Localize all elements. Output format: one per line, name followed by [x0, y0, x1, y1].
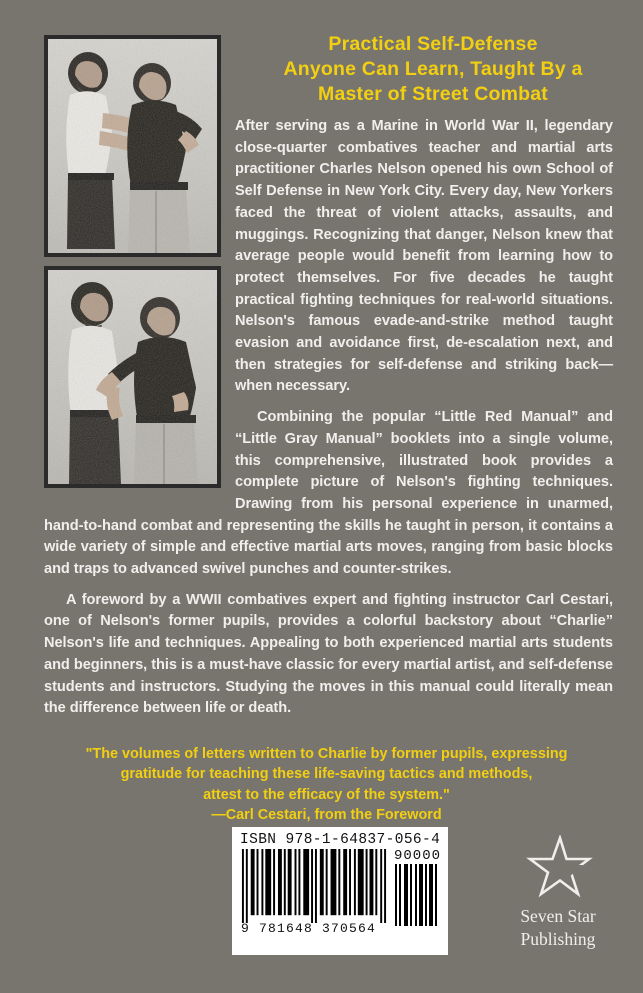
pull-quote-line-1: "The volumes of letters written to Charlie by former pupils, expressing	[85, 745, 568, 762]
barcode-price-addon	[394, 849, 440, 926]
pull-quote-line-2: gratitude for teaching these life-saving tactics and methods,	[120, 766, 533, 783]
pull-quote-line-3: attest to the efficacy of the system."	[203, 786, 450, 803]
headline-line-3: Master of Street Combat	[318, 83, 548, 105]
copy-paragraph-1: After serving as a Marine in World War II, legendary close-quarter combatives teacher and martial arts practitioner Charles Nelson opened his own School of Self Defense in New York City. Every day, New Yorkers faced the threat of violent attacks, assaults, and muggings. Recognizing that danger, Nelson knew that average people would benefit from learning how to protect themselves. For five decades he taught practical fighting techniques for real-world situations. Nelson's famous evade-and-strike method taught evasion and avoidance first, de-escalation next, and then strategies for self-defense and striking back—when necessary.	[235, 118, 613, 395]
barcode-ean13	[240, 849, 388, 936]
demo-photo-1-image	[48, 39, 217, 253]
barcode-ean13-bars	[240, 849, 388, 923]
publisher-name-line-1: Seven Star	[520, 906, 596, 926]
barcode-ean-digits: 9 781648 370564	[241, 921, 377, 936]
publisher-block	[492, 835, 624, 949]
pull-quote	[50, 744, 603, 826]
publisher-name-line-2: Publishing	[520, 929, 596, 949]
isbn-barcode	[232, 827, 448, 955]
headline-line-1: Practical Self-Defense	[328, 33, 538, 55]
copy-paragraph-2: Combining the popular “Little Red Manual” and “Little Gray Manual” booklets into a single volume, this comprehensive, illustrated book provides a complete picture of Nelson's fighting techniques. Drawing from his personal experience in unarmed, hand-to-hand combat and representing the skills he taught in person, it contains a wide variety of simple and effective martial arts moves, ranging from basic blocks and traps to advanced swivel punches and counter-strikes.	[44, 409, 613, 578]
cover-footer	[0, 823, 643, 993]
headline-line-2: Anyone Can Learn, Taught By a	[283, 58, 583, 80]
barcode-price-digits: 90000	[394, 848, 442, 864]
copy-paragraph-3: A foreword by a WWII combatives expert and fighting instructor Carl Cestari, one of Nelson's former pupils, provides a colorful backstory about “Charlie” Nelson's life and techniques. Appealing to both experienced martial arts students and beginners, this is a must-have classic for every martial artist, and self-defense students and instructors. Studying the moves in this manual could literally mean the difference between life or death.	[44, 591, 613, 717]
demo-photo-2	[44, 266, 221, 488]
demo-photo-2-image	[48, 270, 217, 484]
demo-photo-1	[44, 35, 221, 257]
photo-column	[44, 35, 221, 488]
isbn-label: ISBN 978-1-64837-056-4	[240, 832, 441, 848]
headline	[245, 0, 621, 107]
barcode-price-bars	[394, 864, 440, 926]
pull-quote-attribution: —Carl Cestari, from the Foreword	[211, 807, 442, 824]
seven-star-logo-icon	[519, 835, 597, 903]
barcode-rows	[240, 849, 440, 936]
